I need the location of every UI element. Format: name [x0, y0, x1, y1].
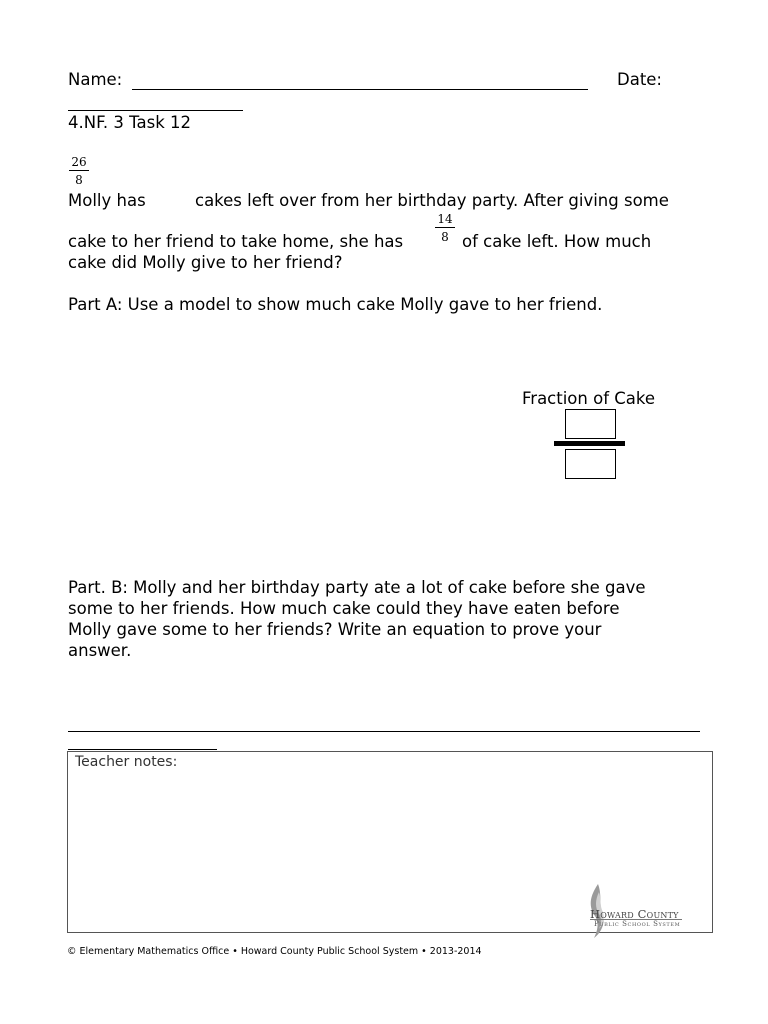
logo-text-line2: Public School System: [594, 920, 681, 928]
fraction-bar: [435, 227, 455, 228]
fraction-14-8: [435, 212, 455, 244]
fraction-denominator: 8: [441, 230, 449, 244]
fraction-divider-bar: [554, 441, 625, 446]
problem-line3: cake did Molly give to her friend?: [68, 253, 343, 272]
problem-line2-end: of cake left. How much: [462, 232, 652, 251]
denominator-answer-box[interactable]: [565, 449, 616, 479]
logo-text-line1: Howard County: [590, 907, 679, 921]
answer-blank-line-2[interactable]: [68, 749, 217, 750]
part-b-line1: Part. B: Molly and her birthday party ate a lot of cake before she gave: [68, 578, 646, 597]
footer-copyright: © Elementary Mathematics Office • Howard County Public School System • 2013-2014: [67, 946, 482, 957]
fraction-numerator: 26: [71, 155, 87, 169]
part-b-line4: answer.: [68, 641, 132, 660]
fraction-bar: [69, 170, 89, 171]
numerator-answer-box[interactable]: [565, 409, 616, 439]
task-id: 4.NF. 3 Task 12: [68, 113, 192, 132]
teacher-notes-label: Teacher notes:: [75, 754, 178, 770]
fraction-26-8: [69, 155, 89, 187]
howard-county-logo: [586, 882, 686, 942]
name-label: Name:: [68, 70, 123, 89]
part-b-line3: Molly gave some to her friends? Write an equation to prove your: [68, 620, 602, 639]
fraction-of-cake-label: Fraction of Cake: [522, 389, 656, 408]
date-label: Date:: [617, 70, 662, 89]
date-blank-line[interactable]: [68, 110, 243, 111]
part-b-line2: some to her friends. How much cake could they have eaten before: [68, 599, 620, 618]
answer-blank-line-1[interactable]: [68, 731, 700, 732]
part-a-prompt: Part A: Use a model to show much cake Molly gave to her friend.: [68, 295, 603, 314]
fraction-numerator: 14: [437, 212, 453, 226]
fraction-denominator: 8: [75, 173, 83, 187]
problem-line1-end: cakes left over from her birthday party. After giving some: [195, 191, 669, 210]
name-blank-line[interactable]: [132, 89, 588, 90]
problem-line2-start: cake to her friend to take home, she has: [68, 232, 404, 251]
problem-line1-start: Molly has: [68, 191, 146, 210]
